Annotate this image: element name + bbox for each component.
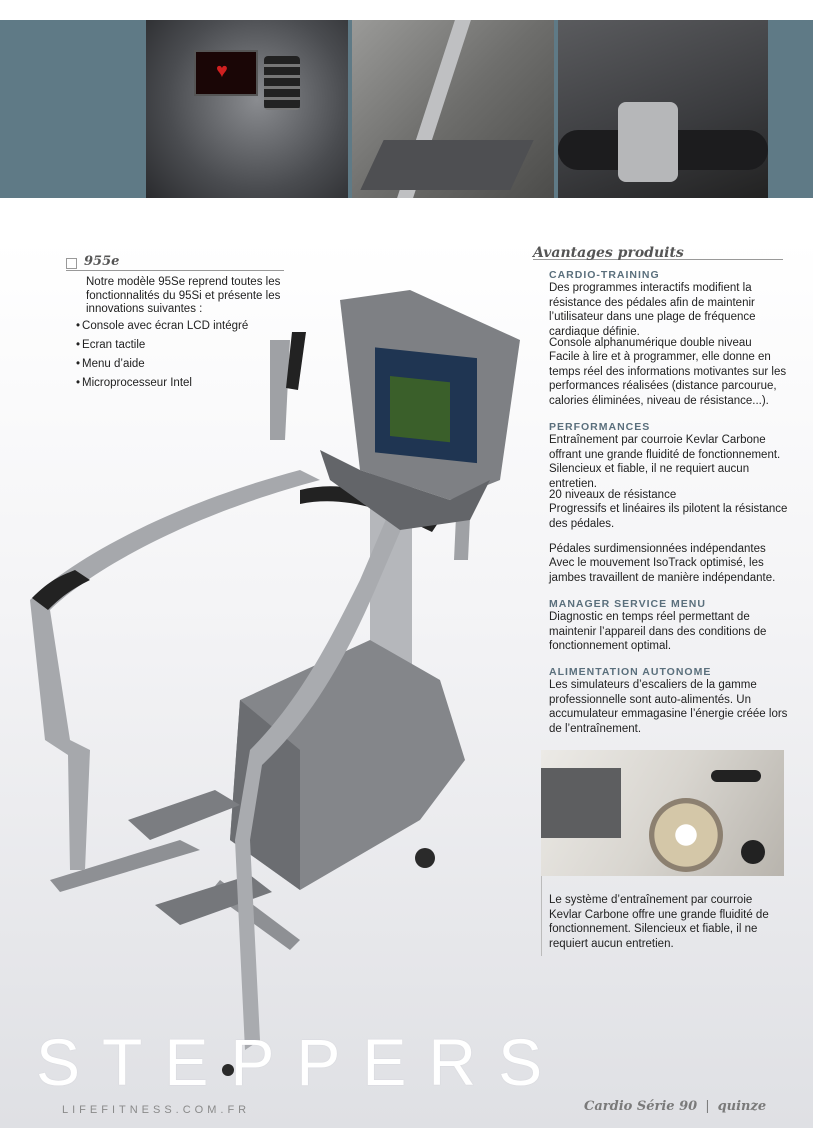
model-title: 955e (84, 254, 120, 269)
cardio-heading: CARDIO-TRAINING (549, 269, 660, 281)
performance-heading: PERFORMANCES (549, 421, 651, 433)
feature-item: • Ecran tactile (76, 339, 248, 358)
pedals-text: Avec le mouvement IsoTrack optimisé, les jambes travaillent de manière indépendante. (549, 557, 776, 584)
advantages-header (533, 244, 783, 260)
drive-pulley (649, 798, 723, 872)
model-header (66, 256, 284, 271)
console-keypad (264, 56, 300, 110)
pedal-plate (360, 140, 533, 190)
drive-belt (711, 770, 761, 782)
heart-icon: ♥ (216, 60, 228, 82)
console-closeup-photo (146, 20, 348, 198)
levels-subtitle: 20 niveaux de résistance (549, 489, 677, 501)
power-heading: ALIMENTATION AUTONOME (549, 666, 712, 678)
checkbox-icon (66, 258, 77, 269)
caption-rule (541, 876, 542, 956)
feature-item: • Menu d’aide (76, 358, 248, 377)
performance-text: Entraînement par courroie Kevlar Carbone offrant une grande fluidité de fonctionnement. Silencieux et fiable, il ne requiert aucun entretien. (549, 434, 781, 490)
handlebar-closeup-photo (558, 20, 768, 198)
pedals-subtitle: Pédales surdimensionnées indépendantes (549, 543, 766, 555)
steppers-banner: STEPPERS (36, 1025, 565, 1099)
photo-caption: Le système d’entraînement par courroie Kevlar Carbone offre une grande fluidité de fonctionnement. Silencieux et fiable, il ne requiert aucun entretien. (549, 894, 769, 950)
handlebar-clamp (618, 102, 678, 182)
stepper-machine-image (0, 280, 540, 1080)
feature-item: • Microprocesseur Intel (76, 377, 248, 396)
drive-frame (541, 768, 621, 838)
advantages-title: Avantages produits (533, 245, 684, 261)
feature-list (76, 320, 248, 396)
pedal-closeup-photo (352, 20, 554, 198)
service-text: Diagnostic en temps réel permettant de maintenir l’appareil dans des conditions de fonctionnement optimal. (549, 611, 767, 652)
levels-text: Progressifs et linéaires ils pilotent la résistance des pédales. (549, 503, 788, 530)
footer-separator: | (705, 1099, 710, 1114)
feature-item: • Console avec écran LCD intégré (76, 320, 248, 339)
service-heading: MANAGER SERVICE MENU (549, 598, 706, 610)
model-intro: Notre modèle 95Se reprend toutes les fonctionnalités du 95Si et présente les innovations suivantes : (86, 276, 281, 315)
power-text: Les simulateurs d’escaliers de la gamme professionnelle sont auto-alimentés. Un accumulateur emmagasine l’énergie créée lors de l’entraînement. (549, 679, 788, 735)
drive-wheel (741, 840, 765, 864)
console-subtitle: Console alphanumérique double niveau (549, 337, 752, 349)
series-name: Cardio Série 90 (584, 1099, 698, 1114)
page-footer (584, 1099, 766, 1114)
cardio-text: Des programmes interactifs modifient la résistance des pédales afin de maintenir l’utilisateur dans une plage de fréquence cardiaque définie. (549, 282, 756, 338)
belt-drive-photo (541, 750, 784, 876)
page-number: quinze (717, 1099, 767, 1114)
console-text: Facile à lire et à programmer, elle donne en temps réel des informations motivantes sur les performances réalisées (distance parcourue, calories éliminées, niveau de résistance...). (549, 351, 787, 407)
website-link[interactable]: LIFEFITNESS.COM.FR (62, 1104, 251, 1116)
